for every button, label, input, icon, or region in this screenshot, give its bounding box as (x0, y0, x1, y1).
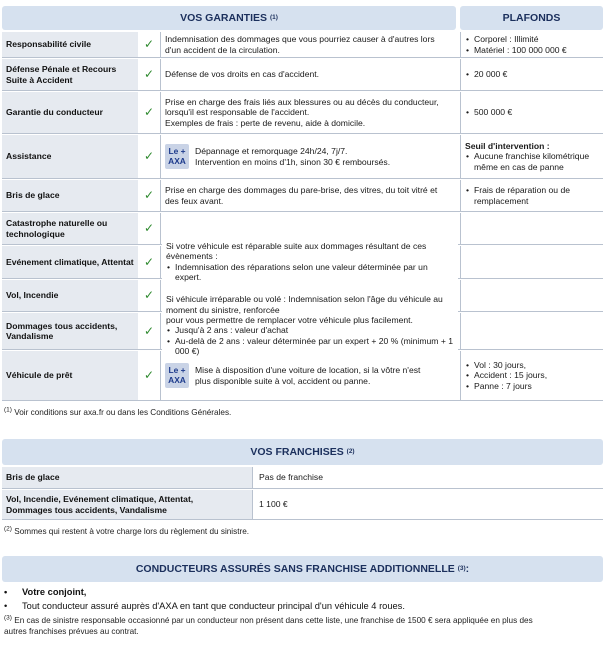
table-row (2, 490, 603, 520)
guarantee-ceiling: • 500 000 € (460, 92, 603, 133)
drivers-title: CONDUCTEURS ASSURÉS SANS FRANCHISE ADDITIONNELLE (3) : (2, 556, 603, 582)
guarantee-name: Dommages tous accidents, Vandalisme (2, 313, 138, 349)
guarantees-footnote: $^{(1)}$ Voir conditions sur axa.fr ou dans les Conditions Générales. (4, 406, 232, 417)
guarantee-name: Evénement climatique, Attentat (2, 246, 138, 278)
check-icon: ✓ (143, 188, 155, 203)
guarantee-name: Garantie du conducteur (2, 92, 138, 133)
guarantee-ceiling: • Vol : 30 jours, • Accident : 15 jours, • Panne : 7 jours (460, 351, 603, 400)
table-row (2, 351, 603, 401)
guarantee-name: Défense Pénale et Recours Suite à Accident (2, 59, 138, 90)
guarantee-name: Véhicule de prêt (2, 351, 138, 400)
guarantee-ceiling: Seuil d'intervention : • Aucune franchise kilométrique même en cas de panne (460, 135, 603, 178)
check-icon: ✓ (143, 323, 155, 338)
table-row (2, 92, 603, 134)
check-icon: ✓ (143, 67, 155, 82)
check-icon: ✓ (143, 254, 155, 269)
deductible-name: Bris de glace (2, 467, 252, 488)
damage-compensation-text: Si votre véhicule est réparable suite aux dommages résultant de ces évènements : • Indemnisation des réparations selon une valeur déterminée par un expert. Si véhicule irréparable ou volé : Indemnisation selon l'âge du véhicule au moment du sinistre, renforcée pour vous permettre de remplacer votre véhicule plus facilement. • Jusqu'à 2 ans : valeur d'achat • Au-delà de 2 ans : valeur déterminée par un expert + 20 % (minimum + 1 000 €) (162, 239, 458, 358)
deductibles-footnote: $^{(2)}$ Sommes qui restent à votre charge lors du règlement du sinistre. (4, 525, 250, 536)
deductible-value: Pas de franchise (252, 467, 603, 488)
guarantees-title: VOS GARANTIES (1) (2, 6, 456, 30)
check-icon: ✓ (143, 368, 155, 383)
guarantee-description: Indemnisation des dommages que vous pourriez causer à d'autres lors d'un accident de la circulation. (160, 32, 460, 57)
list-item: • Tout conducteur assuré auprès d'AXA en tant que conducteur principal d'un véhicule 4 roues. (4, 601, 405, 611)
guarantee-ceiling: • Corporel : Illimité • Matériel : 100 000 000 € (460, 32, 603, 57)
guarantee-description: Le + AXA Mise à disposition d'une voiture de location, si la vôtre n'est plus disponible suite à vol, accident ou panne. (160, 351, 460, 400)
table-row (2, 180, 603, 212)
guarantee-name: Vol, Incendie (2, 280, 138, 311)
deductible-name: Vol, Incendie, Evénement climatique, Attentat, Dommages tous accidents, Vandalisme (2, 490, 252, 519)
axa-plus-badge: Le + AXA (165, 144, 189, 169)
check-icon: ✓ (143, 105, 155, 120)
list-item: • Votre conjoint, (4, 587, 87, 597)
check-icon: ✓ (143, 288, 155, 303)
deductibles-title: VOS FRANCHISES (2) (2, 439, 603, 465)
guarantee-name: Catastrophe naturelle ou technologique (2, 213, 138, 244)
guarantee-description: Le + AXA Dépannage et remorquage 24h/24, 7j/7. Intervention en moins d'1h, sinon 30 € remboursés. (160, 135, 460, 178)
table-row (2, 135, 603, 179)
guarantee-description: Prise en charge des frais liés aux blessures ou au décès du conducteur, lorsqu'il est responsable de l'accident. Exemples de frais : perte de revenu, aide à domicile. (160, 92, 460, 133)
guarantee-ceiling: • Frais de réparation ou de remplacement (460, 180, 603, 211)
drivers-footnote: $^{(3)}$ En cas de sinistre responsable occasionné par un conducteur non présent dans cette liste, une franchise de 1500 € sera appliquée en plus des autres franchises prévues au contrat. (4, 614, 533, 636)
guarantees-header-row (2, 6, 603, 30)
table-row (2, 59, 603, 91)
table-row (2, 32, 603, 58)
guarantee-name: Assistance (2, 135, 138, 178)
guarantee-ceiling: • 20 000 € (460, 59, 603, 90)
guarantee-name: Bris de glace (2, 180, 138, 211)
guarantee-description: Défense de vos droits en cas d'accident. (160, 59, 460, 90)
axa-plus-badge: Le + AXA (165, 363, 189, 388)
check-icon: ✓ (143, 149, 155, 164)
check-icon: ✓ (143, 221, 155, 236)
deductible-value: 1 100 € (252, 490, 603, 519)
ceilings-title: PLAFONDS (460, 6, 603, 30)
guarantee-name: Responsabilité civile (2, 32, 138, 57)
table-row (2, 467, 603, 489)
guarantee-description: Prise en charge des dommages du pare-brise, des vitres, du toit vitré et des feux avant. (160, 180, 460, 211)
check-icon: ✓ (143, 37, 155, 52)
